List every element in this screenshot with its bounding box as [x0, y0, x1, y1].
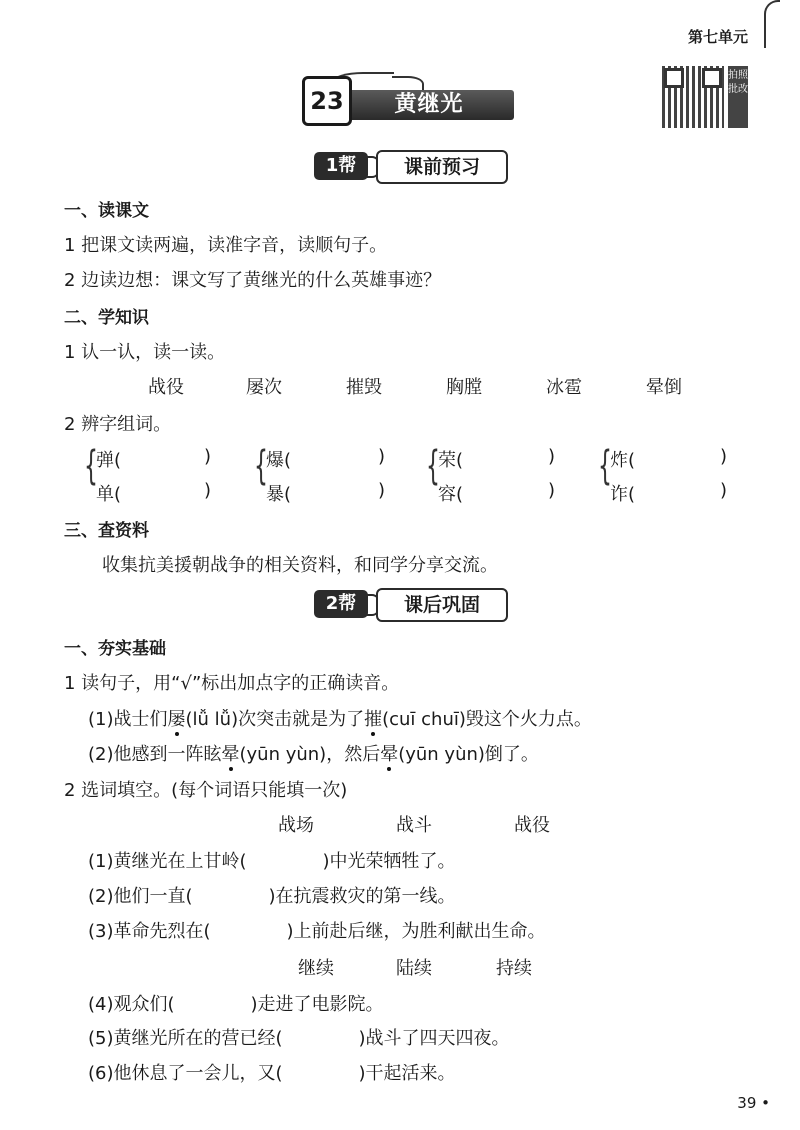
vocab-word: 晕倒	[646, 377, 682, 398]
section-title: 课前预习	[376, 150, 508, 184]
fill-blank-1: (1)黄继光在上甘岭( )中光荣牺牲了。	[88, 851, 456, 872]
brace-icon: {	[426, 443, 440, 489]
choice-word: 战斗	[396, 815, 432, 836]
question-text: 2 边读边想：课文写了黄继光的什么英雄事迹？	[64, 270, 442, 291]
pair-bottom: 诈(	[610, 484, 636, 505]
pair-top: 炸(	[610, 450, 636, 471]
choice-word: 陆续	[396, 958, 432, 979]
fill-blank-5: (5)黄继光所在的营已经( )战斗了四天四夜。	[88, 1028, 510, 1049]
section-badge: 2帮	[314, 590, 368, 618]
dotted-char: 晕	[221, 744, 240, 765]
sentence-2: (2)他感到一阵眩晕(yūn yùn)，然后晕(yūn yùn)倒了。	[88, 744, 539, 765]
pair-bottom: 容(	[438, 484, 464, 505]
page-corner-decoration	[764, 0, 780, 48]
fill-blank-4: (4)观众们( )走进了电影院。	[88, 994, 384, 1015]
pair-top: 爆(	[266, 450, 292, 471]
pair-top: 弹(	[96, 450, 122, 471]
research-text: 收集抗美援朝战争的相关资料，和同学分享交流。	[102, 555, 498, 576]
fill-blank-2: (2)他们一直( )在抗震救灾的第一线。	[88, 886, 456, 907]
heading-learn-knowledge: 二、学知识	[64, 308, 149, 328]
page-number: 39 •	[737, 1094, 770, 1112]
question-text: 1 认一认，读一读。	[64, 342, 226, 363]
choice-word: 继续	[298, 958, 334, 979]
brace-icon: {	[598, 443, 612, 489]
blank-close: )	[548, 480, 556, 501]
section-title: 课后巩固	[376, 588, 508, 622]
question-text: 2 选词填空。(每个词语只能填一次)	[64, 780, 348, 801]
vocab-word: 战役	[148, 377, 184, 398]
question-text: 2 辨字组词。	[64, 414, 172, 435]
heading-basics: 一、夯实基础	[64, 639, 166, 659]
brace-icon: {	[254, 443, 268, 489]
vocab-word: 冰雹	[546, 377, 582, 398]
sentence-1: (1)战士们屡(lǚ lǚ)次突击就是为了摧(cuī chuī)毁这个火力点。	[88, 709, 592, 730]
pair-bottom: 暴(	[266, 484, 292, 505]
vocab-word: 摧毁	[346, 377, 382, 398]
lesson-number: 23	[302, 76, 352, 126]
blank-close: )	[378, 446, 386, 467]
blank-close: )	[378, 480, 386, 501]
pair-top: 荣(	[438, 450, 464, 471]
brace-icon: {	[84, 443, 98, 489]
heading-research: 三、查资料	[64, 521, 149, 541]
section-header-2	[314, 588, 506, 620]
question-text: 1 读句子，用“√”标出加点字的正确读音。	[64, 673, 400, 694]
fill-blank-3: (3)革命先烈在( )上前赴后继，为胜利献出生命。	[88, 921, 546, 942]
qr-code-block[interactable]	[662, 66, 748, 128]
choice-word: 战役	[514, 815, 550, 836]
question-text: 1 把课文读两遍，读准字音，读顺句子。	[64, 235, 388, 256]
blank-close: )	[204, 480, 212, 501]
blank-close: )	[720, 446, 728, 467]
section-header-1	[314, 150, 506, 182]
choice-word: 持续	[496, 958, 532, 979]
qr-code-icon[interactable]	[662, 66, 724, 128]
blank-close: )	[204, 446, 212, 467]
dotted-char: 摧	[364, 709, 383, 730]
dotted-char: 屡	[167, 709, 186, 730]
vocab-word: 胸膛	[446, 377, 482, 398]
blank-close: )	[720, 480, 728, 501]
lesson-heading	[302, 72, 514, 128]
heading-read-text: 一、读课文	[64, 201, 149, 221]
vocab-word: 屡次	[246, 377, 282, 398]
dotted-char: 晕	[380, 744, 399, 765]
blank-close: )	[548, 446, 556, 467]
fill-blank-6: (6)他休息了一会儿，又( )干起活来。	[88, 1063, 456, 1084]
pair-bottom: 单(	[96, 484, 122, 505]
qr-caption: 拍照批改	[728, 66, 748, 128]
lesson-title: 黄继光	[344, 90, 514, 120]
section-badge: 1帮	[314, 152, 368, 180]
choice-word: 战场	[278, 815, 314, 836]
unit-label: 第七单元	[687, 28, 748, 46]
